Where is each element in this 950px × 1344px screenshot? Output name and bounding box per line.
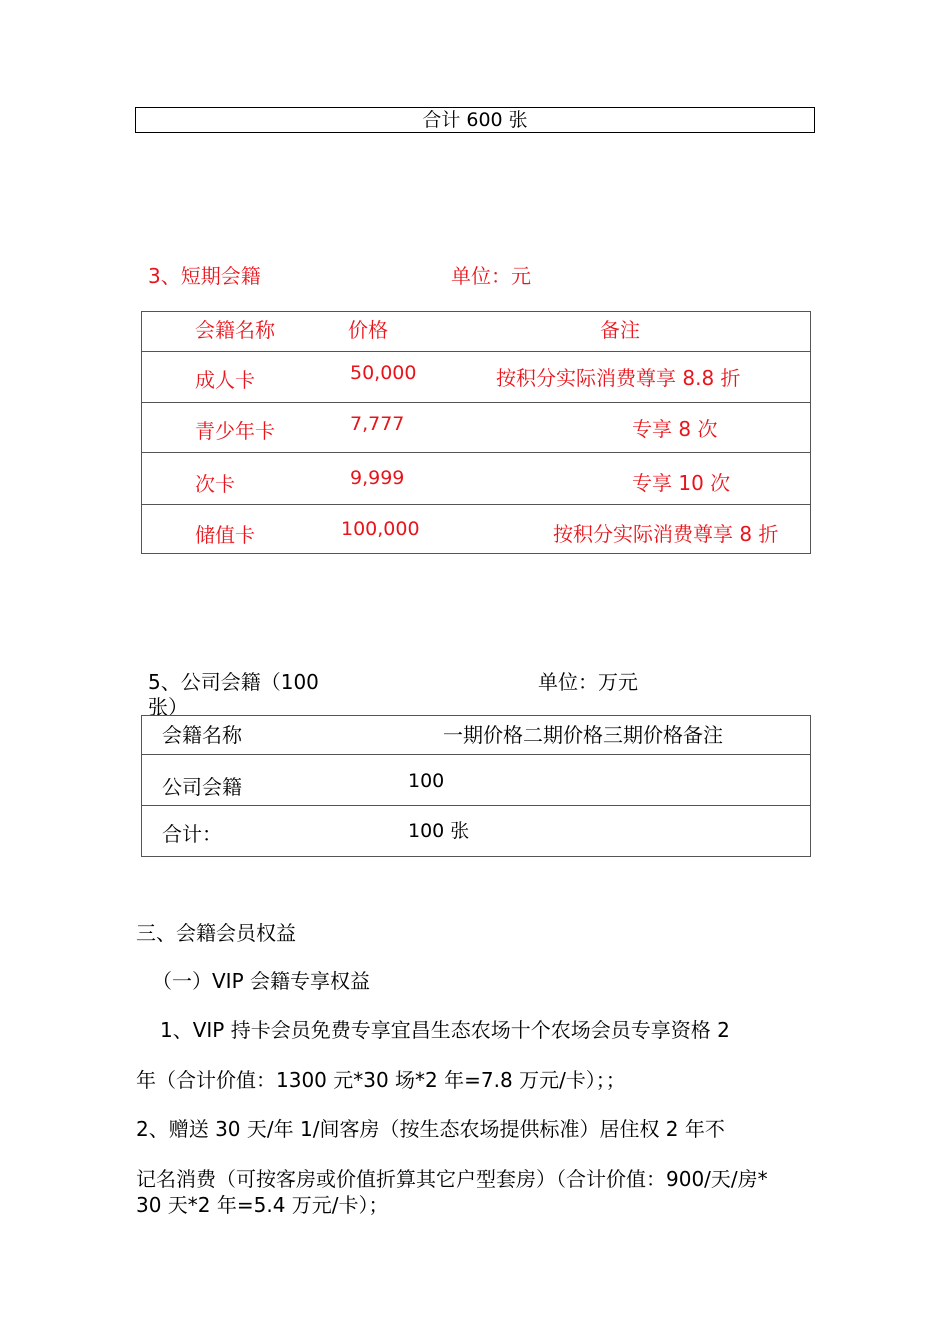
section3-unit: 单位：元 (451, 264, 531, 288)
table-row-name: 青少年卡 (195, 419, 275, 443)
table-row-name: 公司会籍 (162, 775, 242, 799)
total-summary-box (135, 107, 815, 133)
table-row-price: 100,000 (341, 518, 420, 540)
header-price: 价格 (348, 318, 388, 342)
benefit-item-1-cont: 年（合计价值：1300 元*30 场*2 年=7.8 万元/卡）；； (136, 1068, 626, 1092)
table-row-note: 专享 10 次 (632, 471, 731, 495)
table-row-name: 合计： (162, 822, 222, 846)
table-row-divider (142, 805, 810, 806)
table-row-divider (142, 504, 810, 505)
table-row-divider (142, 402, 810, 403)
benefits-title: 三、会籍会员权益 (136, 921, 296, 945)
table-row-value: 100 张 (408, 820, 470, 842)
header-name: 会籍名称 (195, 318, 275, 342)
benefit-item-2-cont2: 30 天*2 年=5.4 万元/卡）； (136, 1193, 389, 1217)
header-name: 会籍名称 (162, 723, 242, 747)
header-note: 备注 (600, 318, 640, 342)
header-prices-notes: 一期价格二期价格三期价格备注 (443, 723, 723, 747)
section5-heading-cont: 张） (148, 695, 188, 719)
table-row-name: 次卡 (195, 472, 235, 496)
benefit-item-2-cont: 记名消费（可按客房或价值折算其它户型套房）（合计价值：900/天/房* (136, 1167, 768, 1191)
section5-unit: 单位：万元 (538, 670, 638, 694)
table-row-divider (142, 754, 810, 755)
table-row-divider (142, 351, 810, 352)
table-row-note: 专享 8 次 (632, 417, 718, 441)
table-row-name: 成人卡 (195, 368, 255, 392)
total-summary-text: 合计 600 张 (422, 109, 528, 131)
table-row-price: 9,999 (350, 467, 405, 489)
table-row-name: 储值卡 (195, 523, 255, 547)
section5-heading: 5、公司会籍（100 (148, 670, 319, 694)
table-row-value: 100 (408, 770, 445, 792)
section3-heading: 3、短期会籍 (148, 264, 261, 288)
benefit-item-2: 2、赠送 30 天/年 1/间客房（按生态农场提供标准）居住权 2 年不 (136, 1117, 725, 1141)
table-row-price: 50,000 (350, 362, 417, 384)
table-row-divider (142, 452, 810, 453)
benefit-item-1: 1、VIP 持卡会员免费专享宜昌生态农场十个农场会员专享资格 2 (160, 1018, 730, 1042)
benefits-subtitle: （一）VIP 会籍专享权益 (152, 969, 370, 993)
table-row-note: 按积分实际消费尊享 8 折 (553, 522, 779, 546)
table-row-price: 7,777 (350, 413, 405, 435)
table-row-note: 按积分实际消费尊享 8.8 折 (496, 366, 741, 390)
